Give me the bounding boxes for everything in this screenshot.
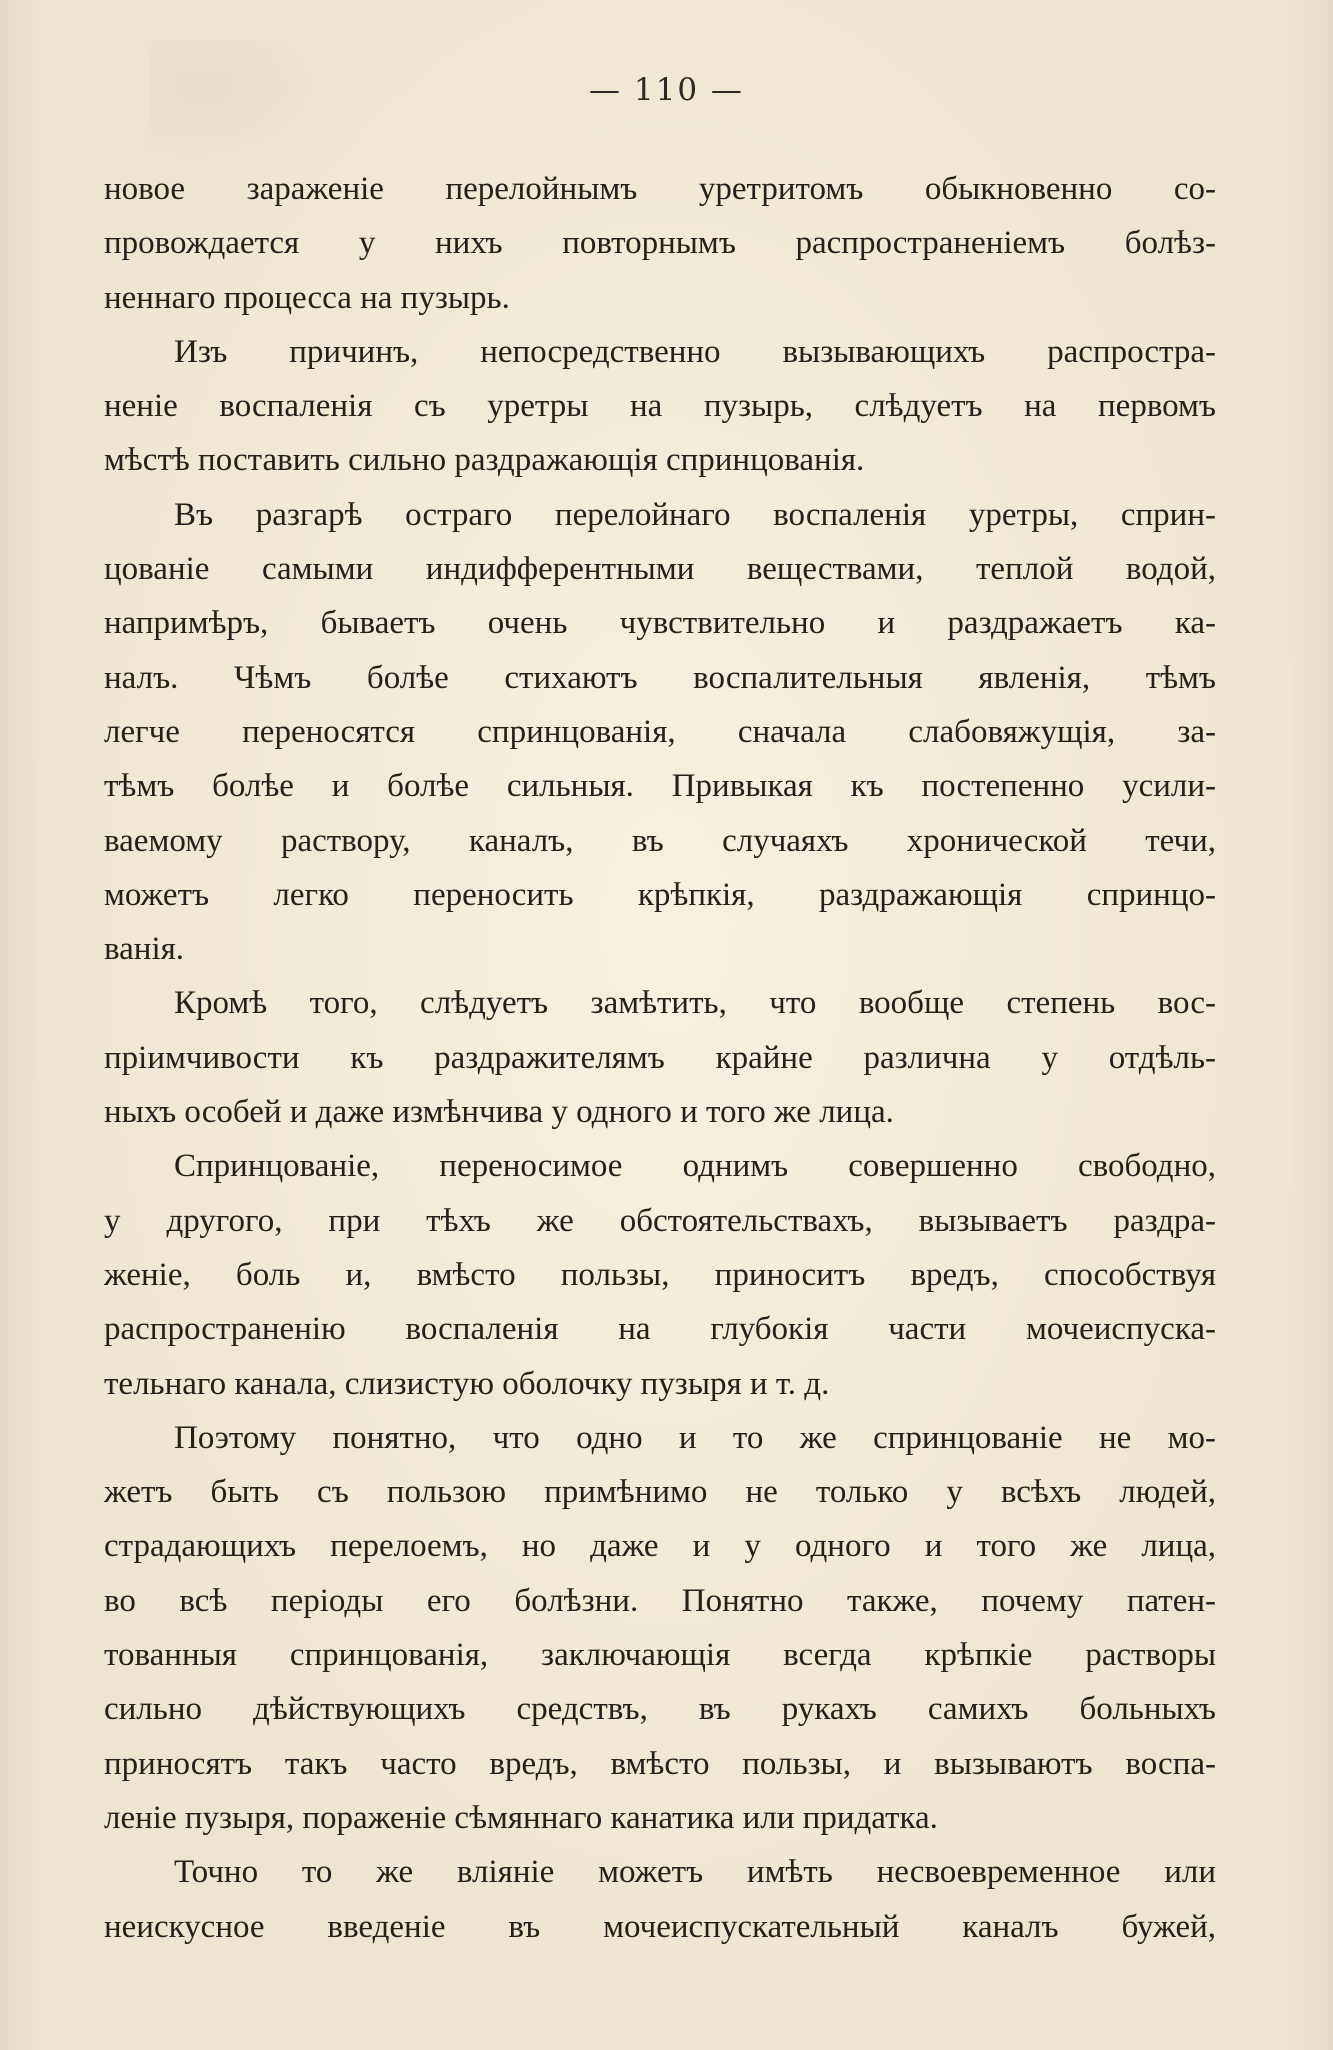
text-line: Кромѣ того, слѣдуетъ замѣтить, что вообще степень вос-	[174, 985, 1216, 1022]
text-line: можетъ легко переносить крѣпкія, раздражающія спринцо-	[104, 876, 1216, 913]
text-line: сильно дѣйствующихъ средствъ, въ рукахъ самихъ больныхъ	[104, 1691, 1216, 1728]
text-line: легче переносятся спринцованія, сначала слабовяжущія, за-	[104, 713, 1216, 750]
text-line: провождается у нихъ повторнымъ распространеніемъ болѣз-	[104, 225, 1216, 262]
text-line: Изъ причинъ, непосредственно вызывающихъ распростра-	[174, 333, 1216, 370]
text-line: налъ. Чѣмъ болѣе стихаютъ воспалительныя явленія, тѣмъ	[104, 659, 1216, 696]
text-line: ныхъ особей и даже измѣнчива у одного и того же лица.	[104, 1094, 894, 1131]
text-line: тѣмъ болѣе и болѣе сильныя. Привыкая къ постепенно усили-	[104, 768, 1216, 805]
body-text	[104, 162, 1216, 1954]
text-line: тованныя спринцованія, заключающія всегда крѣпкіе растворы	[104, 1637, 1216, 1674]
text-line: леніе пузыря, пораженіе сѣмяннаго канатика или придатка.	[104, 1799, 938, 1836]
text-line: приносятъ такъ часто вредъ, вмѣсто пользы, и вызываютъ воспа-	[104, 1745, 1216, 1782]
text-line: жетъ быть съ пользою примѣнимо не только у всѣхъ людей,	[104, 1474, 1216, 1511]
text-line: тельнаго канала, слизистую оболочку пузыря и т. д.	[104, 1365, 830, 1402]
text-line: Поэтому понятно, что одно и то же спринцованіе не мо-	[174, 1419, 1216, 1456]
text-line: неискусное введеніе въ мочеиспускательный каналъ бужей,	[104, 1908, 1216, 1945]
text-line: Точно то же вліяніе можетъ имѣть несвоевременное или	[174, 1854, 1216, 1891]
text-line: мѣстѣ поставить сильно раздражающія спринцованія.	[104, 442, 865, 479]
text-line: неннаго процесса на пузырь.	[104, 279, 510, 316]
text-line: Въ разгарѣ остраго перелойнаго воспаленія уретры, сприн-	[174, 496, 1216, 533]
text-line: страдающихъ перелоемъ, но даже и у одного и того же лица,	[104, 1528, 1216, 1565]
text-line: Спринцованіе, переносимое однимъ совершенно свободно,	[174, 1148, 1216, 1185]
text-line: распространенію воспаленія на глубокія части мочеиспуска-	[104, 1311, 1216, 1348]
text-line: новое зараженіе перелойнымъ уретритомъ обыкновенно со-	[104, 171, 1216, 207]
text-line: женіе, боль и, вмѣсто пользы, приноситъ вредъ, способствуя	[104, 1256, 1216, 1293]
text-line: у другого, при тѣхъ же обстоятельствахъ, вызываетъ раздра-	[104, 1202, 1216, 1239]
page-number: — 110 —	[589, 72, 744, 108]
text-line: пріимчивости къ раздражителямъ крайне различна у отдѣль-	[104, 1039, 1216, 1076]
text-line: ваемому раствору, каналъ, въ случаяхъ хронической течи,	[104, 822, 1216, 859]
text-line: неніе воспаленія съ уретры на пузырь, слѣдуетъ на первомъ	[104, 388, 1216, 425]
text-line: цованіе самыми индифферентными веществами, теплой водой,	[104, 551, 1216, 588]
text-line: напримѣръ, бываетъ очень чувствительно и раздражаетъ ка-	[104, 605, 1216, 642]
text-line: во всѣ періоды его болѣзни. Понятно также, почему патен-	[104, 1582, 1216, 1619]
text-line: ванія.	[104, 931, 185, 968]
